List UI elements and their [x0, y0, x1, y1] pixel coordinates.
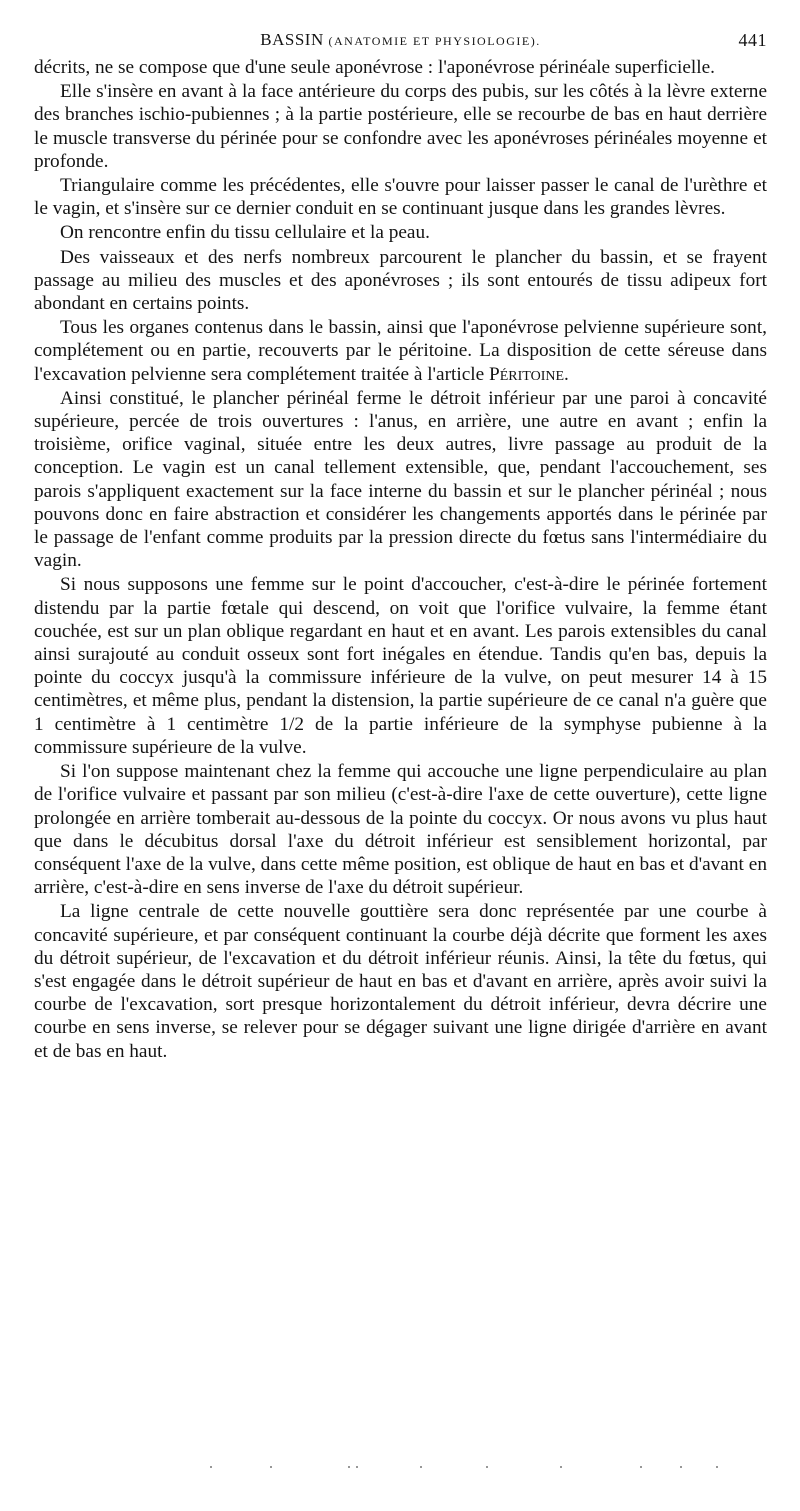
speck — [640, 1466, 642, 1468]
paragraph: Ainsi constitué, le plancher périnéal ferme le détroit inférieur par une paroi à concavité supérieure, percée de trois ouvertures : l'anus, en arrière, une autre en avant ; enfin la troisième, orifice vaginal, située entre les deux autres, livre passage au produit de la conception. Le vagin est un canal tellement extensible, que, pendant l'accouchement, ses parois s'appliquent exactement sur la face interne du bassin et sur le plancher périnéal ; nous pouvons donc en faire abstraction et considérer les changements apportés dans le périnée par le passage de l'enfant comme produits par la pression directe du fœtus sans l'intermédiaire du vagin. — [34, 387, 767, 572]
body-text — [34, 56, 767, 1063]
paragraph: On rencontre enfin du tissu cellulaire et la peau. — [60, 222, 430, 244]
paragraph: Elle s'insère en avant à la face antérieure du corps des pubis, sur les côtés à la lèvre externe des branches ischio-pubiennes ; à la partie postérieure, elle se recourbe de bas en haut derrière le muscle transverse du périnée pour se confondre avec les aponévroses périnéales moyenne et profonde. — [34, 81, 767, 172]
speck — [716, 1466, 718, 1468]
speck — [348, 1466, 350, 1468]
paragraph-text: Tous les organes contenus dans le bassin, ainsi que l'aponévrose pelvienne supérieure sont, complétement ou en partie, recouverts par le péritoine. La disposition de cette séreuse dans l'excavation pelvienne sera complétement traitée à l'article — [34, 317, 767, 385]
running-title-main: BASSIN — [260, 30, 324, 49]
speck — [356, 1466, 358, 1468]
book-page — [34, 30, 767, 1064]
paragraph: Des vaisseaux et des nerfs nombreux parcourent le plancher du bassin, et se frayent passage au milieu des muscles et des aponévroses ; ils sont entourés de tissu adipeux fort abondant en certains points. — [34, 246, 767, 315]
paragraph: décrits, ne se compose que d'une seule aponévrose : l'aponévrose périnéale superficielle. — [34, 57, 715, 78]
paragraph: La ligne centrale de cette nouvelle gouttière sera donc représentée par une courbe à concavité supérieure, et par conséquent continuant la courbe déjà décrite que forment les axes du détroit supérieur, de l'excavation et du détroit inférieur réunis. Ainsi, la tête du fœtus, qui s'est engagée dans le détroit supérieur de haut en bas et d'avant en arrière, après avoir suivi la courbe de l'excavation, sort presque horizontalement du détroit inférieur, devra décrire une courbe en sens inverse, se relever pour se dégager suivant une ligne dirigée d'arrière en avant et de bas en haut. — [34, 901, 767, 1062]
paragraph: Triangulaire comme les précédentes, elle s'ouvre pour laisser passer le canal de l'urèthre et le vagin, et s'insère sur ce dernier conduit en se continuant jusque dans les grandes lèvres. — [34, 175, 767, 220]
running-head — [34, 30, 767, 56]
speck — [680, 1466, 682, 1468]
speck — [210, 1466, 212, 1468]
paragraph-with-reference — [34, 316, 767, 386]
page-number: 441 — [738, 30, 767, 50]
paragraph: Si nous supposons une femme sur le point d'accoucher, c'est-à-dire le périnée fortement distendu par la partie fœtale qui descend, on voit que l'orifice vulvaire, la femme étant couchée, est sur un plan oblique regardant en haut et en avant. Les parois extensibles du canal ainsi surajouté au conduit osseux sont fort inégales en étendue. Tandis qu'en bas, depuis la pointe du coccyx jusqu'à la commissure inférieure de la vulve, on peut mesurer 14 à 15 centimètres, et même plus, pendant la distension, la partie supérieure de ce canal n'a guère que 1 centimètre à 1 centimètre 1/2 de la partie inférieure de la symphyse pubienne à la commissure supérieure de la vulve. — [34, 574, 767, 758]
speck — [486, 1466, 488, 1468]
paragraph: Si l'on suppose maintenant chez la femme qui accouche une ligne perpendiculaire au plan de l'orifice vulvaire et passant par son milieu (c'est-à-dire l'axe de cette ouverture), cette ligne prolongée en arrière tomberait au-dessous de la pointe du coccyx. Or nous avons vu plus haut que dans le décubitus dorsal l'axe du détroit inférieur est sensiblement horizontal, par conséquent l'axe de la vulve, dans cette même position, est oblique de haut en bas et d'avant en arrière, c'est-à-dire en sens inverse de l'axe du détroit supérieur. — [34, 761, 767, 899]
peritoine-reference: Péritoine. — [489, 363, 569, 385]
print-specks — [0, 1466, 800, 1476]
speck — [560, 1466, 562, 1468]
speck — [420, 1466, 422, 1468]
running-title — [34, 30, 767, 50]
running-title-sub: (ANATOMIE ET PHYSIOLOGIE). — [328, 34, 541, 48]
speck — [270, 1466, 272, 1468]
